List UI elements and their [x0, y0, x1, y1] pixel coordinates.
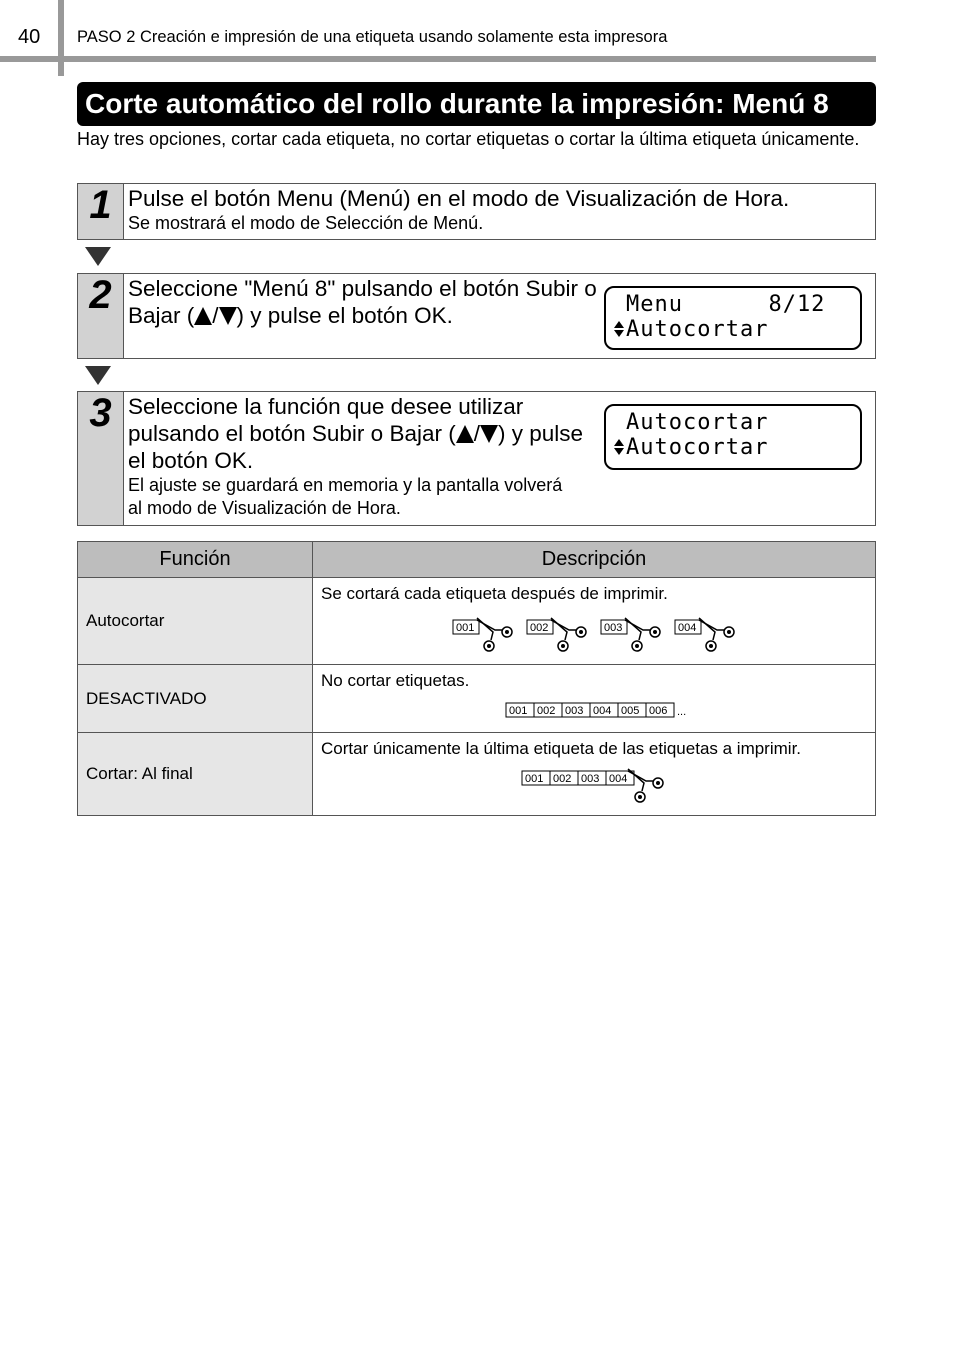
label-box: [578, 771, 606, 785]
step-instruction: Pulse el botón Menu (Menú) en el modo de Visualización de Hora.: [128, 186, 790, 211]
label-text: 002: [537, 705, 556, 717]
label-text: 001: [525, 773, 544, 785]
step-number: 2: [78, 274, 124, 358]
header-vertical-bar: [58, 0, 64, 76]
label-text: 004: [609, 773, 628, 785]
label-box: [506, 703, 534, 717]
instruction-text: ) y pulse el botón OK.: [236, 303, 453, 328]
step-number: 1: [78, 184, 124, 239]
label-box: [646, 703, 674, 717]
label-text: 004: [593, 705, 612, 717]
label-box: [562, 703, 590, 717]
lcd-line-1: Menu 8/12: [626, 292, 826, 317]
step-instruction: [128, 275, 598, 329]
label-text: 005: [621, 705, 640, 717]
column-header: Función: [78, 542, 313, 578]
instruction-text: Seleccione la función que desee utilizar pulsando el botón Subir o Bajar (: [128, 394, 524, 446]
function-description-cell: [313, 578, 876, 665]
scissors-icon: [625, 618, 660, 651]
lcd-display: [604, 286, 862, 350]
step-instruction: [128, 393, 588, 474]
label-box: [522, 771, 550, 785]
table-row: [78, 578, 876, 665]
function-description-cell: [313, 665, 876, 733]
label-box: [675, 620, 701, 634]
label-box: [601, 620, 627, 634]
step-1: [77, 183, 876, 240]
function-name: Autocortar: [78, 578, 313, 665]
label-text: 006: [649, 705, 668, 717]
up-triangle-icon: [194, 307, 212, 325]
table-header-row: [78, 542, 876, 578]
label-box: [453, 620, 479, 634]
column-header: Descripción: [313, 542, 876, 578]
function-name: Cortar: Al final: [78, 733, 313, 816]
label-text: 003: [565, 705, 584, 717]
no-cut-illustration: [313, 699, 873, 729]
table-row: [78, 665, 876, 733]
section-title: Corte automático del rollo durante la impresión: Menú 8: [77, 82, 876, 126]
step-number: 3: [78, 392, 124, 525]
autocut-illustration: [313, 612, 873, 662]
instruction-text: ) y pulse el botón OK.: [128, 421, 584, 473]
down-triangle-icon: [480, 425, 498, 443]
function-table: [77, 541, 876, 816]
function-description: Cortar únicamente la última etiqueta de las etiquetas a imprimir.: [321, 739, 802, 758]
label-text: 002: [553, 773, 572, 785]
label-text: 003: [581, 773, 600, 785]
lcd-line-2: Autocortar: [626, 435, 769, 460]
label-text: 004: [678, 622, 697, 634]
step-note: Se mostrará el modo de Selección de Menú.: [128, 213, 484, 233]
lcd-line-1: Autocortar: [626, 410, 769, 435]
function-name: DESACTIVADO: [78, 665, 313, 733]
slash: /: [473, 421, 480, 446]
down-triangle-icon: [219, 307, 237, 325]
label-text: 001: [456, 622, 475, 634]
cut-at-end-illustration: [313, 767, 873, 817]
running-header-title: PASO 2 Creación e impresión de una etiqueta usando solamente esta impresora: [77, 28, 668, 46]
label-box: [590, 703, 618, 717]
scissors-icon: [477, 618, 512, 651]
step-note: El ajuste se guardará en memoria y la pantalla volverá al modo de Visualización de Hora.: [128, 475, 563, 518]
label-box: [618, 703, 646, 717]
section-intro: Hay tres opciones, cortar cada etiqueta, no cortar etiquetas o cortar la última etiqueta únicamente.: [77, 129, 860, 149]
step-body: [124, 184, 875, 239]
function-description-cell: [313, 733, 876, 816]
lcd-line-2: Autocortar: [626, 317, 769, 342]
function-description: No cortar etiquetas.: [321, 671, 470, 690]
table-row: [78, 733, 876, 816]
page-number: 40: [18, 26, 41, 48]
up-down-arrow-icon: [614, 321, 624, 337]
label-text: 002: [530, 622, 549, 634]
ellipsis: ...: [677, 706, 687, 718]
slash: /: [212, 303, 219, 328]
label-text: 001: [509, 705, 528, 717]
function-description: Se cortará cada etiqueta después de imprimir.: [321, 584, 668, 603]
label-text: 003: [604, 622, 623, 634]
label-box: [550, 771, 578, 785]
label-box: [534, 703, 562, 717]
label-box: [606, 771, 634, 785]
header-horizontal-bar: [0, 56, 876, 62]
scissors-icon: [699, 618, 734, 651]
instruction-text: Seleccione "Menú 8" pulsando el botón Subir o Bajar (: [128, 276, 597, 328]
lcd-display: [604, 404, 862, 470]
down-arrow-icon: [85, 247, 111, 266]
label-box: [527, 620, 553, 634]
scissors-icon: [551, 618, 586, 651]
up-down-arrow-icon: [614, 439, 624, 455]
down-arrow-icon: [85, 366, 111, 385]
up-triangle-icon: [456, 425, 474, 443]
